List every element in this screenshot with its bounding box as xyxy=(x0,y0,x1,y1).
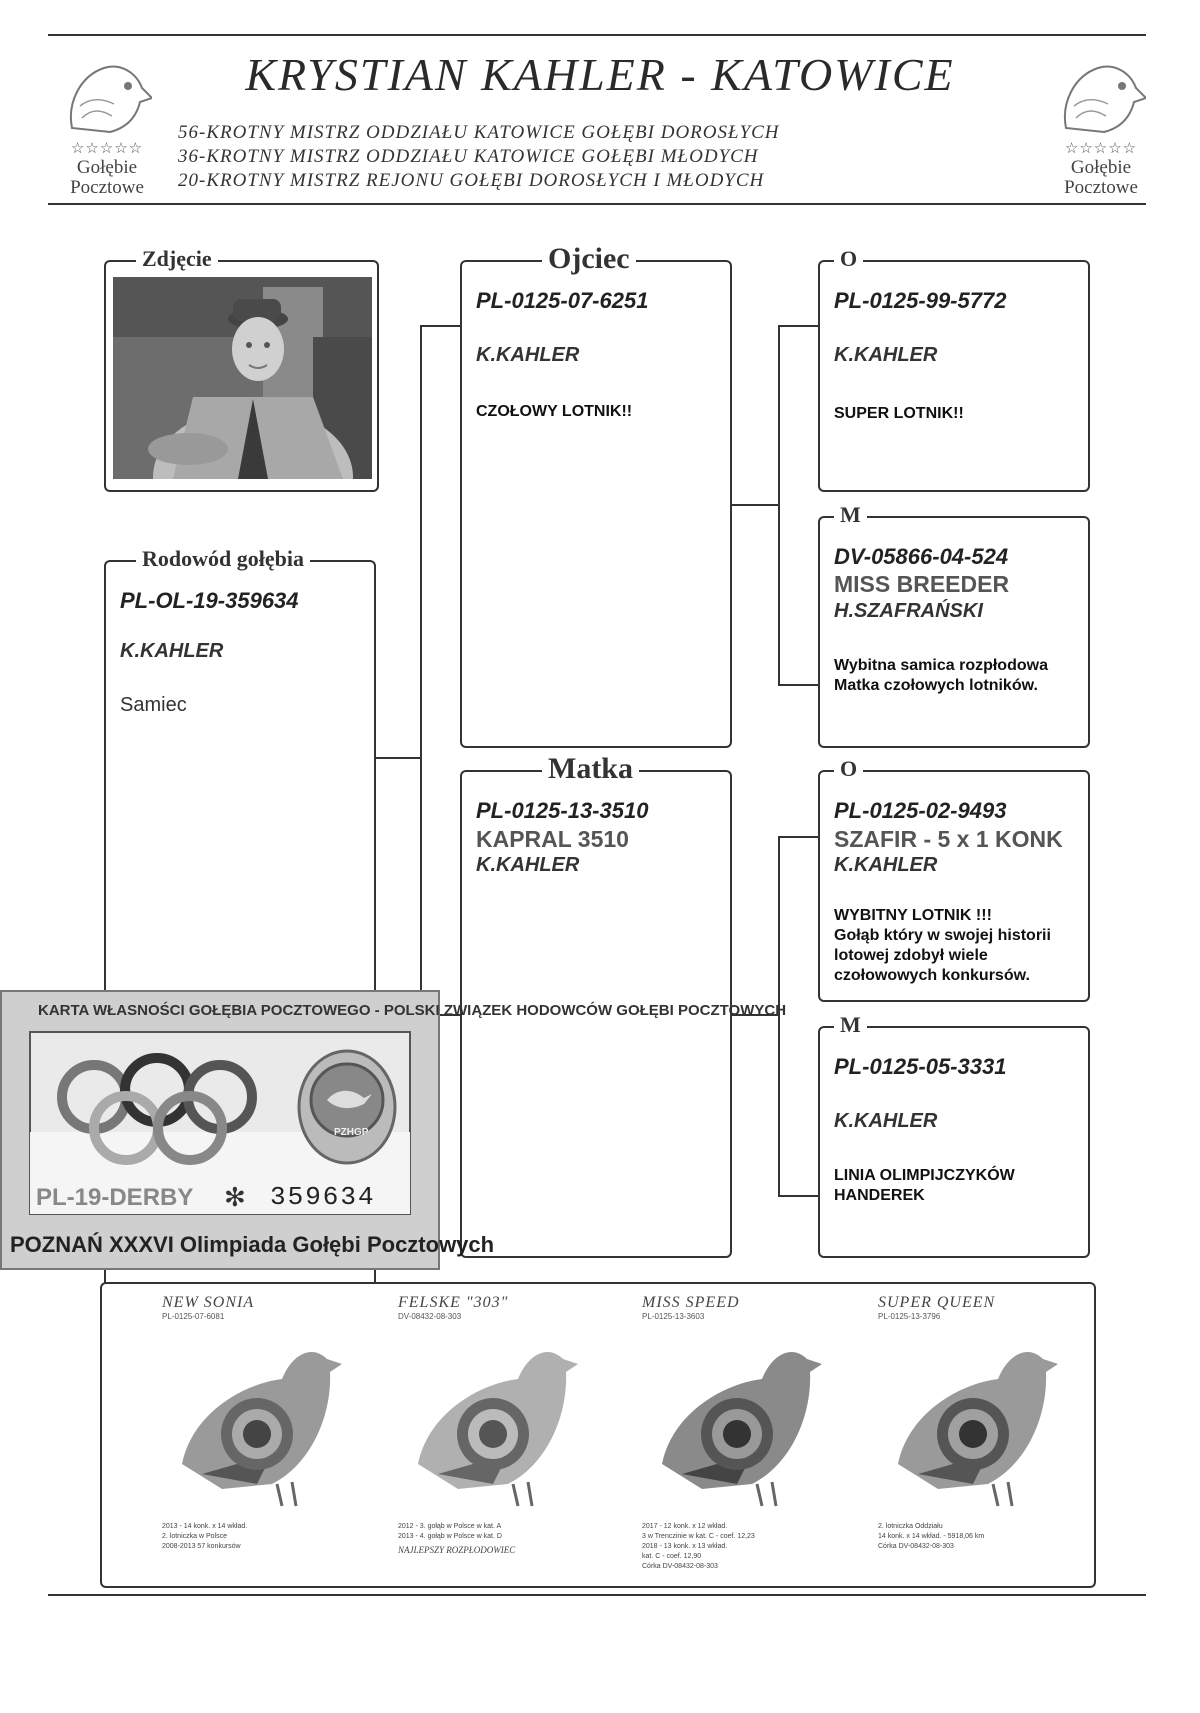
pigeon-ring: PL-OL-19-359634 xyxy=(120,588,299,613)
pigeon-label: Rodowód gołębia xyxy=(136,546,310,572)
logo-text-2: Pocztowe xyxy=(1064,177,1138,198)
fm-note-2: Matka czołowych lotników. xyxy=(834,677,1038,694)
ff-ring: PL-0125-99-5772 xyxy=(834,288,1007,313)
mother-name: KAPRAL 3510 xyxy=(476,826,629,852)
bird-ring: PL-0125-13-3603 xyxy=(642,1312,705,1321)
bird-desc-line: 2012 - 3. gołąb w Polsce w kat. A xyxy=(398,1523,502,1530)
father-ring: PL-0125-07-6251 xyxy=(476,288,649,313)
pigeon-figure xyxy=(182,1352,342,1506)
bird-ring: PL-0125-13-3796 xyxy=(878,1312,941,1321)
mm-ring: PL-0125-05-3331 xyxy=(834,1054,1007,1079)
ff-note: SUPER LOTNIK!! xyxy=(834,405,964,422)
bird-desc-line: 2017 - 12 konk. x 12 wkład. xyxy=(642,1523,728,1530)
bird-name: SUPER QUEEN xyxy=(878,1294,996,1311)
logo-stars: ☆☆☆☆☆ xyxy=(70,141,144,157)
mf-breeder: K.KAHLER xyxy=(834,854,938,876)
connector xyxy=(778,1195,818,1197)
ff-breeder: K.KAHLER xyxy=(834,344,938,366)
connector xyxy=(778,836,818,838)
pigeon-figure xyxy=(418,1352,578,1506)
bird-desc-line: 3 w Trenczinie w kat. C - coef. 12,23 xyxy=(642,1533,755,1540)
bird-desc-line: 2. lotniczka Oddziału xyxy=(878,1523,943,1530)
ff-label: O xyxy=(834,246,863,272)
fm-ring: DV-05866-04-524 xyxy=(834,544,1009,569)
pigeon-breeder: K.KAHLER xyxy=(120,640,224,662)
logo-text-2: Pocztowe xyxy=(70,177,144,198)
bird-name: FELSKE "303" xyxy=(398,1294,509,1311)
card-code: PL-19-DERBY xyxy=(36,1184,194,1211)
grandfather-maternal-box xyxy=(818,756,1090,1002)
mf-note-4: czołowowych konkursów. xyxy=(834,967,1030,984)
pigeon-figure xyxy=(898,1352,1058,1506)
bird-desc-line: Córka DV-08432-08-303 xyxy=(878,1543,954,1550)
pigeons-illustration xyxy=(102,1324,1094,1524)
card-badge: PZHGP xyxy=(334,1127,369,1138)
bird-name: MISS SPEED xyxy=(642,1294,740,1311)
connector xyxy=(420,325,422,1015)
father-box xyxy=(460,242,732,748)
mf-label: O xyxy=(834,756,863,782)
card-number: 359634 xyxy=(270,1182,376,1212)
mm-note-1: LINIA OLIMPIJCZYKÓW xyxy=(834,1167,1015,1184)
grandfather-paternal-box xyxy=(818,246,1090,492)
header-bottom-rule xyxy=(48,203,1146,205)
subtitle-3: 20-KROTNY MISTRZ REJONU GOŁĘBI DOROSŁYCH I MŁODYCH xyxy=(178,170,765,191)
bird-ring: PL-0125-07-6081 xyxy=(162,1312,225,1321)
connector xyxy=(778,325,818,327)
mm-breeder: K.KAHLER xyxy=(834,1110,938,1132)
mf-note-2: Gołąb który w swojej historii xyxy=(834,927,1051,944)
card-graphic xyxy=(2,992,438,1268)
bird-desc-line: 2013 - 14 konk. x 14 wkład. xyxy=(162,1523,248,1530)
bird-desc-line: 2013 - 4. gołąb w Polsce w kat. D xyxy=(398,1533,502,1540)
card-title: KARTA WŁASNOŚCI GOŁĘBIA POCZTOWEGO - POLSKI ZWIĄZEK HODOWCÓW GOŁĘBI POCZTOWYCH xyxy=(38,1002,787,1019)
bird-card xyxy=(162,1294,382,1321)
grandmother-maternal-box xyxy=(818,1012,1090,1258)
bird-desc xyxy=(878,1522,1078,1552)
bird-desc xyxy=(642,1522,862,1572)
mf-name: SZAFIR - 5 x 1 KONK xyxy=(834,826,1063,852)
pigeon-sex: Samiec xyxy=(120,694,187,716)
bird-desc xyxy=(162,1522,382,1552)
bird-card xyxy=(878,1294,1098,1321)
photo-box xyxy=(104,246,379,492)
connector xyxy=(778,325,780,685)
father-breeder: K.KAHLER xyxy=(476,344,580,366)
birds-panel xyxy=(100,1282,1096,1588)
logo-text-1: Gołębie xyxy=(76,157,138,178)
mother-label: Matka xyxy=(542,752,639,786)
mf-note-3: lotowej zdobył wiele xyxy=(834,947,988,964)
bird-desc-line: 2. lotniczka w Polsce xyxy=(162,1533,227,1540)
bird-ring: DV-08432-08-303 xyxy=(398,1312,462,1321)
mother-ring: PL-0125-13-3510 xyxy=(476,798,649,823)
subtitle-1: 56-KROTNY MISTRZ ODDZIAŁU KATOWICE GOŁĘBI DOROSŁYCH xyxy=(178,122,780,143)
father-note: CZOŁOWY LOTNIK!! xyxy=(476,403,633,420)
bird-desc-line: Córka DV-08432-08-303 xyxy=(642,1563,718,1570)
logo-text-1: Gołębie xyxy=(1070,157,1132,178)
bird-desc xyxy=(398,1522,618,1555)
asterisk-icon: ✻ xyxy=(224,1182,246,1212)
fm-name: MISS BREEDER xyxy=(834,571,1010,597)
fm-breeder: H.SZAFRAŃSKI xyxy=(834,600,983,622)
mf-note-1: WYBITNY LOTNIK !!! xyxy=(834,907,992,924)
header-top-rule xyxy=(48,34,1146,36)
bird-desc-line: NAJLEPSZY ROZPŁODOWIEC xyxy=(398,1545,516,1555)
mm-note-2: HANDEREK xyxy=(834,1187,925,1204)
bird-card xyxy=(642,1294,862,1321)
mother-breeder: K.KAHLER xyxy=(476,854,580,876)
mm-label: M xyxy=(834,1012,867,1038)
breeder-photo xyxy=(113,277,372,479)
card-footer: POZNAŃ XXXVI Olimpiada Gołębi Pocztowych xyxy=(10,1232,495,1257)
bird-desc-line: 2018 - 13 konk. x 13 wkład. xyxy=(642,1543,728,1550)
connector xyxy=(420,325,460,327)
fm-label: M xyxy=(834,502,867,528)
bird-desc-line: 14 konk. x 14 wkład. - 5918,06 km xyxy=(878,1533,985,1540)
bird-desc-line: 2008-2013 57 konkursów xyxy=(162,1543,241,1550)
connector xyxy=(778,684,818,686)
pigeon-figure xyxy=(662,1352,822,1506)
footer-rule xyxy=(48,1594,1146,1596)
logo-stars: ☆☆☆☆☆ xyxy=(1064,141,1138,157)
bird-desc-line: kat. C - coef. 12,90 xyxy=(642,1553,702,1560)
bird-name: NEW SONIA xyxy=(162,1294,255,1311)
photo-label: Zdjęcie xyxy=(136,246,218,272)
fm-note-1: Wybitna samica rozpłodowa xyxy=(834,657,1048,674)
subtitle-2: 36-KROTNY MISTRZ ODDZIAŁU KATOWICE GOŁĘBI MŁODYCH xyxy=(178,146,759,167)
bird-card xyxy=(398,1294,618,1321)
father-label: Ojciec xyxy=(542,242,636,276)
mf-ring: PL-0125-02-9493 xyxy=(834,798,1007,823)
grandmother-paternal-box xyxy=(818,502,1090,748)
ownership-card xyxy=(0,990,787,1270)
connector xyxy=(732,504,778,506)
page-title: KRYSTIAN KAHLER - KATOWICE xyxy=(245,49,955,100)
connector xyxy=(376,757,420,759)
